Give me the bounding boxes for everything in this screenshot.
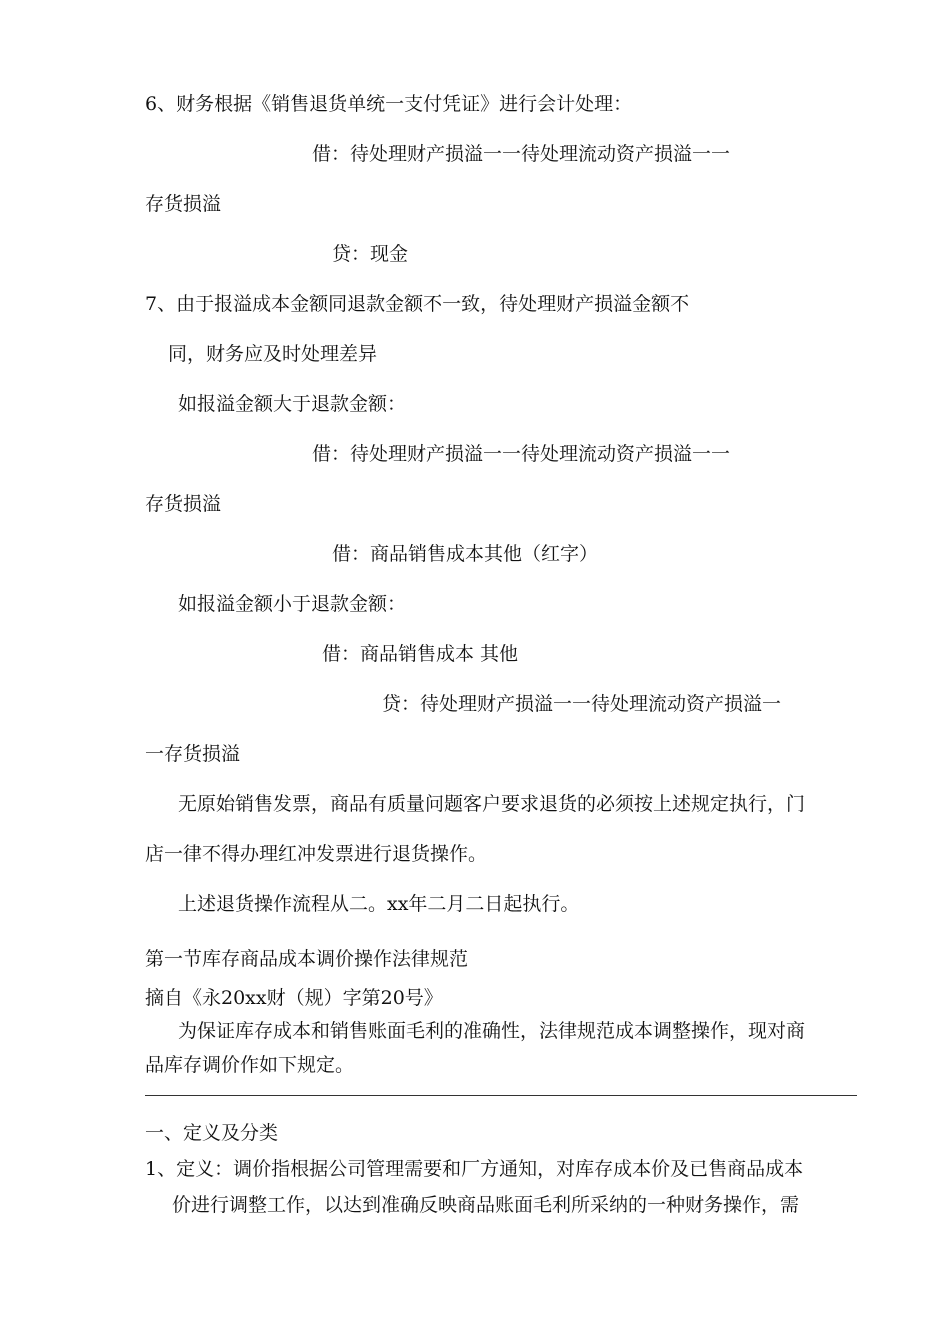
case-less-heading: 如报溢金额小于退款金额： <box>178 593 407 615</box>
step-6-text: 6、财务根据《销售退货单统一支付凭证》进行会计处理： <box>145 93 633 115</box>
definition-heading: 一、定义及分类 <box>145 1122 279 1144</box>
debit-entry-1-cont: 存货损溢 <box>145 193 222 215</box>
debit-entry-1: 借：待处理财产损溢一一待处理流动资产损溢一一 <box>312 143 731 165</box>
definition-text-cont: 价进行调整工作，以达到准确反映商品账面毛利所采纳的一种财务操作，需 <box>172 1194 800 1216</box>
no-invoice-paragraph: 无原始销售发票，商品有质量问题客户要求退货的必须按上述规定执行，门 <box>178 793 806 815</box>
section-title: 第一节库存商品成本调价操作法律规范 <box>145 948 469 970</box>
debit-entry-cost: 借：商品销售成本 其他 <box>322 643 519 665</box>
no-invoice-paragraph-cont: 店一律不得办理红冲发票进行退货操作。 <box>145 843 488 865</box>
horizontal-divider <box>145 1095 857 1096</box>
credit-entry-2: 贷：待处理财产损溢一一待处理流动资产损溢一 <box>382 693 782 715</box>
debit-entry-cost-red: 借：商品销售成本其他（红字） <box>332 543 599 565</box>
credit-entry-cash: 贷：现金 <box>332 243 409 265</box>
effective-date-text: 上述退货操作流程从二。xx年二月二日起执行。 <box>178 893 580 915</box>
case-greater-heading: 如报溢金额大于退款金额： <box>178 393 407 415</box>
definition-text: 1、定义：调价指根据公司管理需要和厂方通知，对库存成本价及已售商品成本 <box>145 1158 804 1180</box>
debit-entry-2-cont: 存货损溢 <box>145 493 222 515</box>
credit-entry-2-cont: 一存货损溢 <box>145 743 241 765</box>
debit-entry-2: 借：待处理财产损溢一一待处理流动资产损溢一一 <box>312 443 731 465</box>
step-7-text-cont: 同，财务应及时处理差异 <box>168 343 378 365</box>
step-7-text: 7、由于报溢成本金额同退款金额不一致，待处理财产损溢金额不 <box>145 293 690 315</box>
source-reference: 摘自《永20xx财（规）字第20号》 <box>145 987 443 1009</box>
intro-paragraph-cont: 品库存调价作如下规定。 <box>145 1054 355 1076</box>
intro-paragraph: 为保证库存成本和销售账面毛利的准确性，法律规范成本调整操作，现对商 <box>178 1020 806 1042</box>
